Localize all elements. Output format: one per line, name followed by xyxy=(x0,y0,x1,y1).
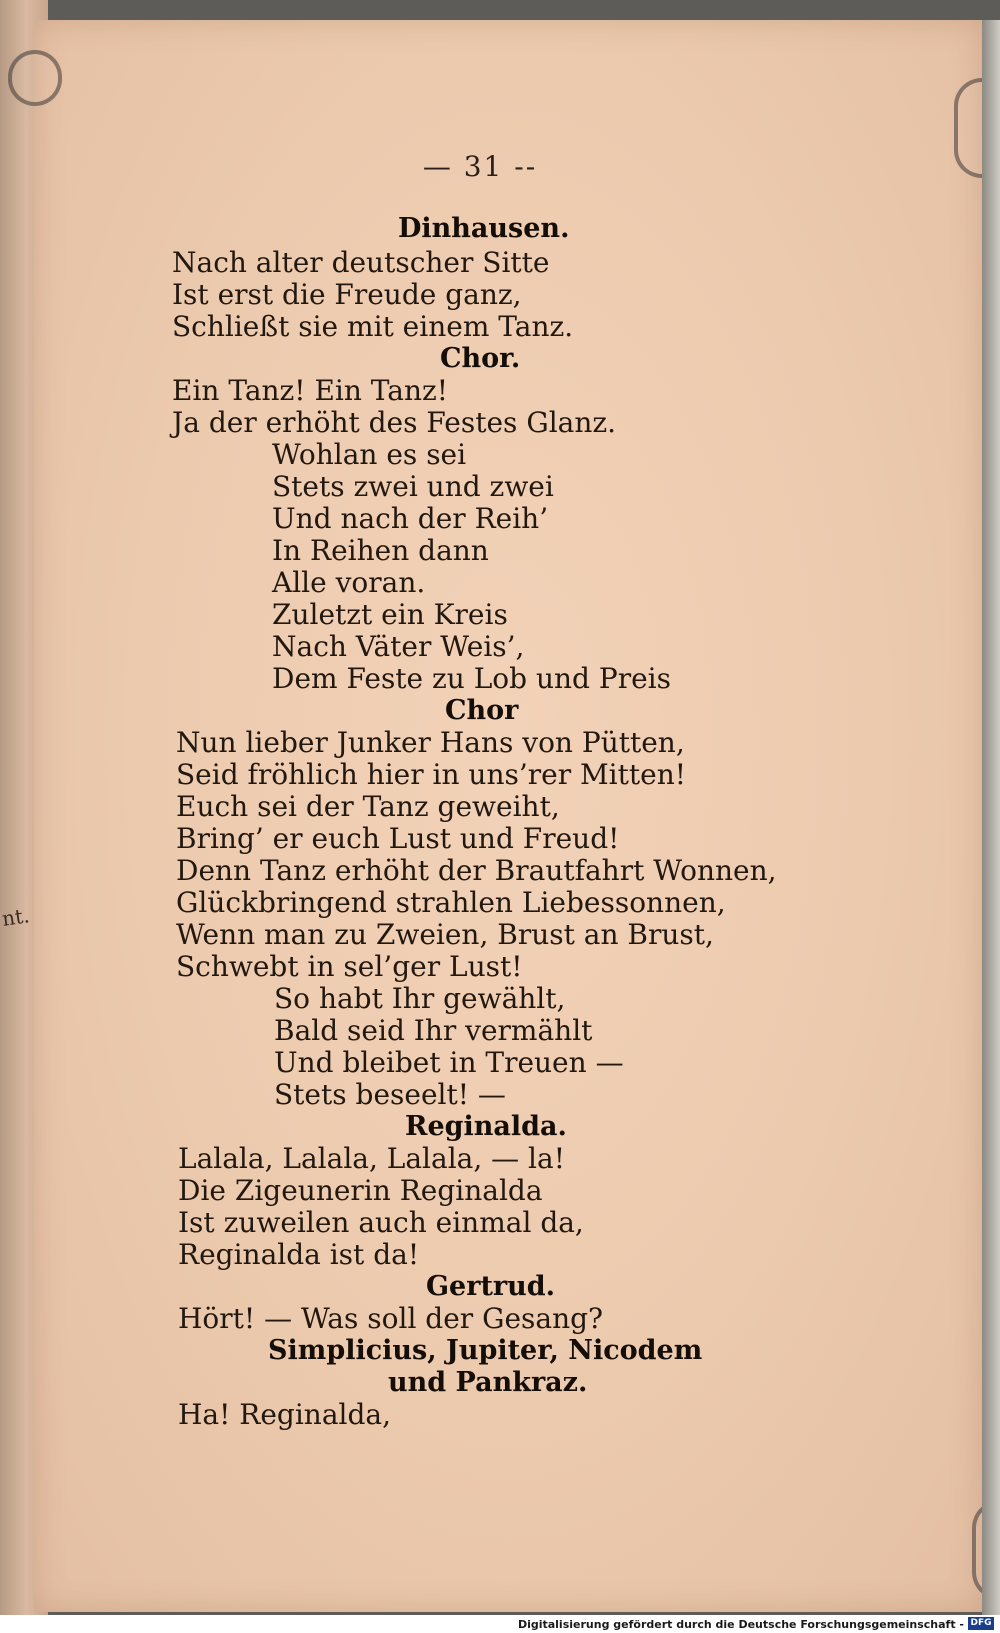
text-line: Glückbringend strahlen Liebessonnen, xyxy=(176,886,726,919)
text-line: Zuletzt ein Kreis xyxy=(272,598,508,631)
text-line: Ha! Reginalda, xyxy=(178,1398,391,1431)
text-line: Schwebt in sel’ger Lust! xyxy=(176,950,523,983)
text-line: Seid fröhlich hier in uns’rer Mitten! xyxy=(176,758,686,791)
adjacent-page-fragment: nt. xyxy=(0,903,31,931)
speaker-reginalda: Reginalda. xyxy=(405,1111,567,1142)
text-line: Stets zwei und zwei xyxy=(272,470,554,503)
text-line: So habt Ihr gewählt, xyxy=(274,982,566,1015)
text-line: Lalala, Lalala, Lalala, — la! xyxy=(178,1142,565,1175)
speaker-chor: Chor. xyxy=(440,343,521,374)
text-line: Alle voran. xyxy=(272,566,426,599)
speaker-chor: Chor xyxy=(445,695,519,726)
text-line: Nach alter deutscher Sitte xyxy=(172,246,550,279)
text-line: Hört! — Was soll der Gesang? xyxy=(178,1302,604,1335)
text-line: Und bleibet in Treuen — xyxy=(274,1046,624,1079)
page-number: — 31 -- xyxy=(422,150,538,183)
text-line: Euch sei der Tanz geweiht, xyxy=(176,790,560,823)
text-line: Denn Tanz erhöht der Brautfahrt Wonnen, xyxy=(176,854,777,887)
text-line: Ist zuweilen auch einmal da, xyxy=(178,1206,584,1239)
text-line: In Reihen dann xyxy=(272,534,489,567)
text-line: Ein Tanz! Ein Tanz! xyxy=(172,374,449,407)
text-line: Und nach der Reih’ xyxy=(272,502,549,535)
text-line: Die Zigeunerin Reginalda xyxy=(178,1174,543,1207)
text-line: Dem Feste zu Lob und Preis xyxy=(272,662,671,695)
digitization-credit: Digitalisierung gefördert durch die Deutsche Forschungsgemeinschaft - xyxy=(517,1618,964,1631)
page-stack-edge xyxy=(982,20,1000,1620)
clamp-top-left xyxy=(8,50,62,106)
text-line: Reginalda ist da! xyxy=(178,1238,420,1271)
text-line: Bald seid Ihr vermählt xyxy=(274,1014,593,1047)
speaker-gertrud: Gertrud. xyxy=(426,1271,556,1302)
speaker-group: Simplicius, Jupiter, Nicodem xyxy=(268,1335,703,1366)
text-line: Stets beseelt! — xyxy=(274,1078,506,1111)
text-line: Schließt sie mit einem Tanz. xyxy=(172,310,574,343)
text-line: Ja der erhöht des Festes Glanz. xyxy=(172,406,617,439)
text-line: Bring’ er euch Lust und Freud! xyxy=(176,822,620,855)
speaker-group: und Pankraz. xyxy=(388,1367,588,1398)
text-line: Nun lieber Junker Hans von Pütten, xyxy=(176,726,685,759)
text-line: Nach Väter Weis’, xyxy=(272,630,525,663)
speaker-dinhausen: Dinhausen. xyxy=(398,213,570,244)
text-line: Ist erst die Freude ganz, xyxy=(172,278,522,311)
text-line: Wenn man zu Zweien, Brust an Brust, xyxy=(176,918,714,951)
dfg-logo-icon: DFG xyxy=(968,1617,994,1630)
text-line: Wohlan es sei xyxy=(272,438,467,471)
